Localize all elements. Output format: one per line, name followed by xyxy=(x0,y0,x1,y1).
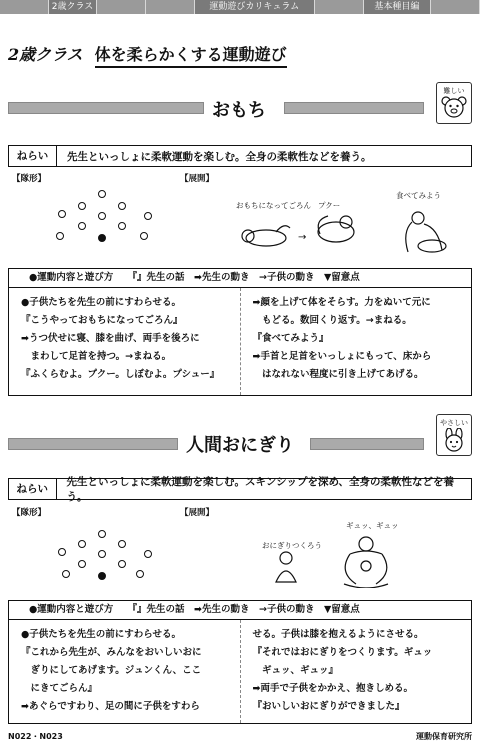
content-right-2: せる。子供は膝を抱えるようにさせる。 『それではおにぎりをつくります。ギュッ ギュッ、ギュッ』 ➡両手で子供をかかえ、抱きしめる。 『おいしいおにぎりができました』 xyxy=(240,620,472,723)
mochi-illustration xyxy=(236,210,460,256)
banner-type: 基本種目編 xyxy=(364,0,431,14)
child-dot xyxy=(118,222,126,230)
child-dot xyxy=(62,570,70,578)
child-dot xyxy=(98,190,106,198)
child-dot xyxy=(58,548,66,556)
caption-b: プクー xyxy=(318,201,341,210)
content-box-1 xyxy=(8,288,472,396)
difficulty-badge-easy: やさしい xyxy=(436,414,472,456)
caption-a: おにぎりつくろう xyxy=(262,541,322,550)
aim-text: 先生といっしょに柔軟運動を楽しむ。全身の柔軟性などを養う。 xyxy=(67,150,372,163)
formation-diagram xyxy=(52,188,162,248)
child-dot xyxy=(58,210,66,218)
child-dot xyxy=(118,560,126,568)
caption-a: おもちになってごろん xyxy=(236,201,311,210)
teacher-dot xyxy=(98,572,106,580)
content-box-2 xyxy=(8,620,472,724)
child-dot xyxy=(136,570,144,578)
onigiri-illustration xyxy=(270,530,400,588)
legend-1: ●運動内容と遊び方 『』先生の話 ➡先生の動き →子供の動き ▼留意点 xyxy=(8,268,472,288)
section2-title: 人間おにぎり xyxy=(186,435,294,456)
formation-diagram xyxy=(52,528,162,588)
caption-c: 食べてみよう xyxy=(396,191,441,200)
child-dot xyxy=(78,222,86,230)
aim-box-2: ねらい 先生といっしょに柔軟運動を楽しむ。スキンシップを深め、全身の柔軟性などを養う。 xyxy=(8,478,472,500)
section1-title: おもち xyxy=(212,100,266,121)
child-dot xyxy=(144,212,152,220)
content-right-1: ➡顔を上げて体をそらす。力をぬいて元に もどる。数回くり返す。→まねる。 『食べてみよう』 ➡手首と足首をいっしょにもって、床から はなれない程度に引き上げてあげる。 xyxy=(240,288,472,395)
publisher: 運動保育研究所 xyxy=(416,732,472,741)
development-label: 【展開】 xyxy=(180,508,215,518)
top-banner xyxy=(0,0,480,14)
bear-face-icon xyxy=(437,96,471,123)
child-dot xyxy=(118,202,126,210)
aim-box-1: ねらい 先生といっしょに柔軟運動を楽しむ。全身の柔軟性などを養う。 xyxy=(8,145,472,167)
page-title: 体を柔らかくする運動遊び xyxy=(95,42,287,68)
svg-text:→: → xyxy=(298,232,307,243)
banner-curriculum: 運動遊びカリキュラム xyxy=(195,0,314,14)
rabbit-face-icon xyxy=(437,428,471,457)
child-dot xyxy=(78,202,86,210)
child-dot xyxy=(78,540,86,548)
section-bar-left xyxy=(8,102,204,114)
banner-class: 2歳クラス xyxy=(49,0,97,14)
child-dot xyxy=(98,530,106,538)
child-dot xyxy=(98,212,106,220)
legend-2: ●運動内容と遊び方 『』先生の話 ➡先生の動き →子供の動き ▼留意点 xyxy=(8,600,472,620)
section-bar-right xyxy=(284,102,424,114)
child-dot xyxy=(56,232,64,240)
child-dot xyxy=(78,560,86,568)
formation-label: 【隊形】 xyxy=(12,508,47,518)
section-bar-left xyxy=(8,438,178,450)
section-bar-right xyxy=(310,438,424,450)
aim-text: 先生といっしょに柔軟運動を楽しむ。スキンシップを深め、全身の柔軟性などを養う。 xyxy=(66,476,455,503)
content-left-2: ●子供たちを先生の前にすわらせる。 『これから先生が、みんなをおいしいおに ぎりにしてあげます。ジュンくん、ここ にきてごらん』 ➡あぐらですわり、足の間に子供をすわら xyxy=(21,629,202,712)
page-numbers: N022・N023 xyxy=(8,732,63,741)
child-dot xyxy=(118,540,126,548)
formation-label: 【隊形】 xyxy=(12,174,47,184)
child-dot xyxy=(98,550,106,558)
teacher-dot xyxy=(98,234,106,242)
caption-b: ギュッ、ギュッ xyxy=(346,521,399,530)
child-dot xyxy=(140,232,148,240)
class-name: 2歳クラス xyxy=(8,45,83,64)
development-label: 【展開】 xyxy=(180,174,215,184)
child-dot xyxy=(144,550,152,558)
page-heading xyxy=(8,42,287,68)
content-left-1: ●子供たちを先生の前にすわらせる。 『こうやっておもちになってごろん』 ➡うつ伏せに寝、膝を曲げ、両手を後ろに まわして足首を持つ。→まねる。 『ふくらむよ。プクー。しぼむよ。プシュー』 xyxy=(21,297,220,380)
difficulty-badge-hard: 難しい xyxy=(436,82,472,124)
